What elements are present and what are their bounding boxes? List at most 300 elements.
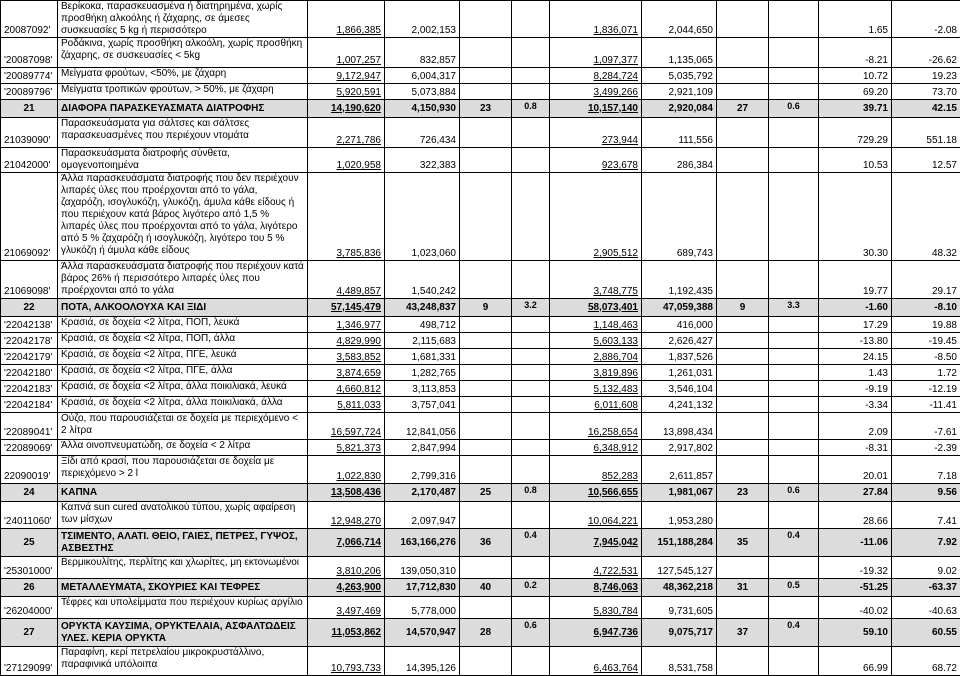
share-1-cell: [512, 597, 550, 619]
product-row: [1, 118, 960, 148]
share-1-cell: [512, 440, 550, 456]
share-1-cell: 0.4: [512, 529, 550, 557]
product-code-cell: 21069092': [1, 173, 58, 261]
rank-1-cell: 9: [460, 299, 512, 317]
description-cell: Κρασιά, σε δοχεία <2 λίτρα, ΠΟΠ, λευκά: [58, 317, 308, 333]
description-cell: Κρασιά, σε δοχεία <2 λίτρα, ΠΓΕ, άλλα: [58, 365, 308, 381]
change-1-cell: -8.31: [819, 440, 892, 456]
value-2-cell: 139,050,310: [385, 557, 460, 579]
value-2-cell: 2,002,153: [385, 1, 460, 38]
share-2-cell: [769, 440, 819, 456]
description-cell: Παρασκευάσματα για σάλτσες και σάλτσες παρασκευασμένες που περιέχουν ντομάτα: [58, 118, 308, 148]
product-code-cell: '22042180': [1, 365, 58, 381]
change-1-cell: 10.53: [819, 148, 892, 173]
product-code-cell: '20089796': [1, 84, 58, 100]
change-2-cell: 1.72: [892, 365, 960, 381]
product-code-cell: 21: [1, 100, 58, 118]
product-code-cell: '20087098': [1, 38, 58, 68]
change-2-cell: 9.56: [892, 484, 960, 502]
rank-2-cell: [717, 1, 769, 38]
share-1-cell: 0.2: [512, 579, 550, 597]
value-1-cell: 1,007,257: [308, 38, 385, 68]
value-2-cell: 3,757,041: [385, 397, 460, 413]
change-1-cell: 39.71: [819, 100, 892, 118]
value-2-cell: 1,023,060: [385, 173, 460, 261]
value-4-cell: 9,075,717: [642, 619, 717, 647]
rank-1-cell: [460, 68, 512, 84]
value-3-cell: 5,132,483: [550, 381, 642, 397]
rank-2-cell: 37: [717, 619, 769, 647]
value-3-cell: 2,905,512: [550, 173, 642, 261]
value-1-cell: 4,263,900: [308, 579, 385, 597]
description-cell: Βερμικουλίτης, περλίτης και χλωρίτες, μη εκτονωμένοι: [58, 557, 308, 579]
description-cell: Ούζο, που παρουσιάζεται σε δοχεία με περιεχόμενο < 2 λίτρα: [58, 413, 308, 440]
value-4-cell: 2,921,109: [642, 84, 717, 100]
change-2-cell: 68.72: [892, 647, 960, 676]
description-cell: Άλλα παρασκευάσματα διατροφής που περιέχουν κατά βάρος 26% ή περισσότερο λιπαρές ύλες που προέρχονται από το γάλα: [58, 261, 308, 299]
share-2-cell: [769, 84, 819, 100]
share-2-cell: [769, 173, 819, 261]
value-1-cell: 14,190,620: [308, 100, 385, 118]
value-2-cell: 2,115,683: [385, 333, 460, 349]
share-1-cell: [512, 84, 550, 100]
value-1-cell: 5,920,591: [308, 84, 385, 100]
share-1-cell: [512, 502, 550, 529]
product-code-cell: 27: [1, 619, 58, 647]
value-4-cell: 3,546,104: [642, 381, 717, 397]
share-1-cell: [512, 349, 550, 365]
value-1-cell: 11,053,862: [308, 619, 385, 647]
rank-1-cell: [460, 413, 512, 440]
value-4-cell: 1,837,526: [642, 349, 717, 365]
change-2-cell: -12.19: [892, 381, 960, 397]
value-3-cell: 3,748,775: [550, 261, 642, 299]
change-2-cell: -19.45: [892, 333, 960, 349]
change-1-cell: 20.01: [819, 456, 892, 484]
description-cell: ΤΣΙΜΕΝΤΟ, ΑΛΑΤΙ. ΘΕΙΟ, ΓΑΙΕΣ, ΠΕΤΡΕΣ, ΓΥΨΟΣ, ΑΣΒΕΣΤΗΣ: [58, 529, 308, 557]
share-2-cell: 3.3: [769, 299, 819, 317]
share-1-cell: [512, 413, 550, 440]
product-code-cell: '22042138': [1, 317, 58, 333]
change-2-cell: -11.41: [892, 397, 960, 413]
value-1-cell: 1,346,977: [308, 317, 385, 333]
change-1-cell: -19.32: [819, 557, 892, 579]
rank-2-cell: [717, 317, 769, 333]
change-2-cell: 29.17: [892, 261, 960, 299]
product-row: [1, 413, 960, 440]
share-1-cell: [512, 173, 550, 261]
value-3-cell: 10,157,140: [550, 100, 642, 118]
change-2-cell: 9.02: [892, 557, 960, 579]
value-2-cell: 726,434: [385, 118, 460, 148]
description-cell: Παραφίνη, κερί πετρελαίου μικροκρυστάλλινο, παραφινικά υπόλοιπα: [58, 647, 308, 676]
value-3-cell: 4,722,531: [550, 557, 642, 579]
value-2-cell: 5,073,884: [385, 84, 460, 100]
value-2-cell: 832,857: [385, 38, 460, 68]
change-1-cell: -11.06: [819, 529, 892, 557]
description-cell: Άλλα οινοπνευματώδη, σε δοχεία < 2 λίτρα: [58, 440, 308, 456]
value-3-cell: 6,011,608: [550, 397, 642, 413]
value-3-cell: 10,566,655: [550, 484, 642, 502]
rank-1-cell: [460, 365, 512, 381]
value-3-cell: 923,678: [550, 148, 642, 173]
value-3-cell: 1,148,463: [550, 317, 642, 333]
product-row: [1, 68, 960, 84]
rank-2-cell: 31: [717, 579, 769, 597]
value-2-cell: 3,113,853: [385, 381, 460, 397]
description-cell: Καπνά sun cured ανατολικού τύπου, χωρίς αφαίρεση των μίσχων: [58, 502, 308, 529]
value-1-cell: 13,508,436: [308, 484, 385, 502]
change-2-cell: -2.39: [892, 440, 960, 456]
share-2-cell: [769, 647, 819, 676]
rank-1-cell: [460, 261, 512, 299]
value-3-cell: 58,073,401: [550, 299, 642, 317]
change-1-cell: 59.10: [819, 619, 892, 647]
rank-2-cell: [717, 502, 769, 529]
value-4-cell: 2,611,857: [642, 456, 717, 484]
share-2-cell: [769, 261, 819, 299]
description-cell: Κρασιά, σε δοχεία <2 λίτρα, ΠΟΠ, άλλα: [58, 333, 308, 349]
rank-2-cell: [717, 261, 769, 299]
rank-1-cell: 40: [460, 579, 512, 597]
share-1-cell: [512, 68, 550, 84]
product-code-cell: 21069098': [1, 261, 58, 299]
value-1-cell: 3,810,206: [308, 557, 385, 579]
value-1-cell: 1,020,958: [308, 148, 385, 173]
value-4-cell: 2,920,084: [642, 100, 717, 118]
rank-2-cell: [717, 148, 769, 173]
value-4-cell: 127,545,127: [642, 557, 717, 579]
product-code-cell: '22089041': [1, 413, 58, 440]
share-1-cell: [512, 38, 550, 68]
value-1-cell: 3,497,469: [308, 597, 385, 619]
change-2-cell: 551.18: [892, 118, 960, 148]
value-4-cell: 48,362,218: [642, 579, 717, 597]
rank-2-cell: [717, 647, 769, 676]
change-1-cell: 69.20: [819, 84, 892, 100]
rank-1-cell: [460, 597, 512, 619]
share-2-cell: 0.4: [769, 529, 819, 557]
description-cell: ΚΑΠΝΑ: [58, 484, 308, 502]
share-2-cell: [769, 349, 819, 365]
rank-2-cell: [717, 597, 769, 619]
rank-1-cell: [460, 38, 512, 68]
value-4-cell: 416,000: [642, 317, 717, 333]
value-2-cell: 17,712,830: [385, 579, 460, 597]
share-1-cell: [512, 333, 550, 349]
product-code-cell: 25: [1, 529, 58, 557]
value-4-cell: 1,953,280: [642, 502, 717, 529]
rank-2-cell: 35: [717, 529, 769, 557]
section-row: [1, 529, 960, 557]
share-1-cell: [512, 118, 550, 148]
value-1-cell: 2,271,786: [308, 118, 385, 148]
value-3-cell: 273,944: [550, 118, 642, 148]
product-code-cell: 20087092': [1, 1, 58, 38]
value-1-cell: 5,811,033: [308, 397, 385, 413]
change-2-cell: 7.41: [892, 502, 960, 529]
product-row: [1, 365, 960, 381]
value-1-cell: 7,066,714: [308, 529, 385, 557]
value-3-cell: 6,463,764: [550, 647, 642, 676]
rank-2-cell: [717, 413, 769, 440]
value-2-cell: 2,097,947: [385, 502, 460, 529]
change-2-cell: -40.63: [892, 597, 960, 619]
rank-2-cell: [717, 118, 769, 148]
change-1-cell: 24.15: [819, 349, 892, 365]
change-2-cell: 7.92: [892, 529, 960, 557]
rank-2-cell: [717, 365, 769, 381]
change-2-cell: 60.55: [892, 619, 960, 647]
share-2-cell: [769, 68, 819, 84]
value-2-cell: 2,799,316: [385, 456, 460, 484]
value-2-cell: 12,841,056: [385, 413, 460, 440]
change-1-cell: 66.99: [819, 647, 892, 676]
value-3-cell: 7,945,042: [550, 529, 642, 557]
rank-1-cell: 23: [460, 100, 512, 118]
change-2-cell: -7.61: [892, 413, 960, 440]
value-3-cell: 8,284,724: [550, 68, 642, 84]
product-code-cell: 21042000': [1, 148, 58, 173]
product-code-cell: '27129099': [1, 647, 58, 676]
share-2-cell: [769, 502, 819, 529]
product-row: [1, 456, 960, 484]
value-2-cell: 43,248,837: [385, 299, 460, 317]
change-1-cell: 1.43: [819, 365, 892, 381]
product-row: [1, 1, 960, 38]
value-3-cell: 852,283: [550, 456, 642, 484]
value-2-cell: 2,170,487: [385, 484, 460, 502]
value-4-cell: 9,731,605: [642, 597, 717, 619]
change-1-cell: -1.60: [819, 299, 892, 317]
product-row: [1, 84, 960, 100]
rank-1-cell: [460, 118, 512, 148]
value-2-cell: 498,712: [385, 317, 460, 333]
rank-1-cell: [460, 440, 512, 456]
product-row: [1, 597, 960, 619]
value-4-cell: 13,898,434: [642, 413, 717, 440]
product-code-cell: '22089069': [1, 440, 58, 456]
share-1-cell: [512, 557, 550, 579]
value-3-cell: 1,097,377: [550, 38, 642, 68]
rank-1-cell: [460, 148, 512, 173]
share-1-cell: 3.2: [512, 299, 550, 317]
share-1-cell: [512, 397, 550, 413]
share-2-cell: [769, 118, 819, 148]
share-2-cell: 0.6: [769, 100, 819, 118]
rank-1-cell: [460, 1, 512, 38]
value-3-cell: 16,258,654: [550, 413, 642, 440]
value-1-cell: 10,793,733: [308, 647, 385, 676]
change-1-cell: -3.34: [819, 397, 892, 413]
description-cell: Κρασιά, σε δοχεία <2 λίτρα, άλλα ποικιλιακά, άλλα: [58, 397, 308, 413]
value-2-cell: 322,383: [385, 148, 460, 173]
share-1-cell: 0.6: [512, 619, 550, 647]
change-2-cell: -26.62: [892, 38, 960, 68]
rank-2-cell: [717, 333, 769, 349]
product-code-cell: '22042178': [1, 333, 58, 349]
description-cell: Κρασιά, σε δοχεία <2 λίτρα, ΠΓΕ, λευκά: [58, 349, 308, 365]
change-2-cell: 19.23: [892, 68, 960, 84]
product-row: [1, 317, 960, 333]
rank-2-cell: 27: [717, 100, 769, 118]
value-3-cell: 5,830,784: [550, 597, 642, 619]
share-2-cell: 0.5: [769, 579, 819, 597]
value-3-cell: 6,947,736: [550, 619, 642, 647]
product-row: [1, 502, 960, 529]
rank-1-cell: [460, 456, 512, 484]
description-cell: Μείγματα φρούτων, <50%, με ζάχαρη: [58, 68, 308, 84]
rank-2-cell: [717, 68, 769, 84]
share-1-cell: [512, 317, 550, 333]
rank-2-cell: 23: [717, 484, 769, 502]
rank-1-cell: [460, 173, 512, 261]
product-row: [1, 440, 960, 456]
value-4-cell: 689,743: [642, 173, 717, 261]
product-code-cell: 24: [1, 484, 58, 502]
description-cell: ΜΕΤΑΛΛΕΥΜΑΤΑ, ΣΚΟΥΡΙΕΣ ΚΑΙ ΤΕΦΡΕΣ: [58, 579, 308, 597]
description-cell: Τέφρες και υπολείμματα που περιέχουν κυρίως αργίλιο: [58, 597, 308, 619]
value-2-cell: 4,150,930: [385, 100, 460, 118]
value-1-cell: 1,866,385: [308, 1, 385, 38]
share-2-cell: [769, 333, 819, 349]
value-4-cell: 1,261,031: [642, 365, 717, 381]
value-4-cell: 5,035,792: [642, 68, 717, 84]
change-1-cell: 2.09: [819, 413, 892, 440]
share-2-cell: [769, 597, 819, 619]
value-4-cell: 8,531,758: [642, 647, 717, 676]
share-1-cell: 0.8: [512, 100, 550, 118]
rank-2-cell: [717, 557, 769, 579]
rank-1-cell: [460, 317, 512, 333]
product-row: [1, 557, 960, 579]
product-code-cell: '22042184': [1, 397, 58, 413]
change-2-cell: 42.15: [892, 100, 960, 118]
product-code-cell: '24011060': [1, 502, 58, 529]
change-1-cell: -40.02: [819, 597, 892, 619]
product-row: [1, 397, 960, 413]
value-1-cell: 9,172,947: [308, 68, 385, 84]
value-1-cell: 3,583,852: [308, 349, 385, 365]
value-4-cell: 2,626,427: [642, 333, 717, 349]
change-1-cell: 1.65: [819, 1, 892, 38]
change-2-cell: -63.37: [892, 579, 960, 597]
value-3-cell: 6,348,912: [550, 440, 642, 456]
product-row: [1, 647, 960, 676]
share-1-cell: [512, 381, 550, 397]
value-2-cell: 163,166,276: [385, 529, 460, 557]
rank-2-cell: [717, 456, 769, 484]
description-cell: Άλλα παρασκευάσματα διατροφής που δεν περιέχουν λιπαρές ύλες που προέρχονται από το γάλα, ζαχαρόζη, ισογλυκόζη, γλυκόζη, άμυλα κάθε είδους ή που περιέχουν κατά βάρος λιγότερο από 1,5 % λιπαρές ύλες που προέρχονται από το γάλα, λιγότερο από 5 % ζαχαρόζη ή ισογλυκόζη, λιγότερο του 5 % γλυκόζη ή άμυλα κάθε είδους: [58, 173, 308, 261]
change-1-cell: 19.77: [819, 261, 892, 299]
rank-1-cell: [460, 647, 512, 676]
value-2-cell: 1,540,242: [385, 261, 460, 299]
value-3-cell: 8,746,063: [550, 579, 642, 597]
rank-1-cell: [460, 397, 512, 413]
value-4-cell: 111,556: [642, 118, 717, 148]
share-1-cell: 0.8: [512, 484, 550, 502]
product-code-cell: '25301000': [1, 557, 58, 579]
share-2-cell: [769, 317, 819, 333]
product-row: [1, 381, 960, 397]
product-row: [1, 38, 960, 68]
value-4-cell: 1,981,067: [642, 484, 717, 502]
value-1-cell: 12,948,270: [308, 502, 385, 529]
product-row: [1, 148, 960, 173]
value-1-cell: 16,597,724: [308, 413, 385, 440]
rank-1-cell: [460, 84, 512, 100]
value-4-cell: 2,044,650: [642, 1, 717, 38]
value-4-cell: 151,188,284: [642, 529, 717, 557]
description-cell: ΠΟΤΑ, ΑΛΚΟΟΛΟΥΧΑ ΚΑΙ ΞΙΔΙ: [58, 299, 308, 317]
share-2-cell: [769, 38, 819, 68]
value-2-cell: 14,395,126: [385, 647, 460, 676]
value-3-cell: 3,499,266: [550, 84, 642, 100]
section-row: [1, 619, 960, 647]
rank-2-cell: [717, 84, 769, 100]
share-2-cell: [769, 413, 819, 440]
description-cell: Βερίκοκα, παρασκευασμένα ή διατηρημένα, χωρίς προσθήκη αλκοόλης ή ζάχαρης, σε άμεσες συσκευασίες 5 kg ή περισσότερο: [58, 1, 308, 38]
share-1-cell: [512, 647, 550, 676]
change-1-cell: 17.29: [819, 317, 892, 333]
value-3-cell: 5,603,133: [550, 333, 642, 349]
description-cell: Μείγματα τροπικών φρούτων, > 50%, με ζάχαρη: [58, 84, 308, 100]
change-2-cell: 19.88: [892, 317, 960, 333]
value-1-cell: 4,829,990: [308, 333, 385, 349]
rank-1-cell: [460, 349, 512, 365]
value-1-cell: 4,660,812: [308, 381, 385, 397]
section-row: [1, 484, 960, 502]
value-1-cell: 3,874,659: [308, 365, 385, 381]
value-4-cell: 47,059,388: [642, 299, 717, 317]
share-2-cell: [769, 148, 819, 173]
value-2-cell: 14,570,947: [385, 619, 460, 647]
value-3-cell: 1,836,071: [550, 1, 642, 38]
rank-2-cell: [717, 381, 769, 397]
share-1-cell: [512, 261, 550, 299]
product-code-cell: 22: [1, 299, 58, 317]
share-2-cell: 0.4: [769, 619, 819, 647]
share-2-cell: [769, 365, 819, 381]
share-1-cell: [512, 365, 550, 381]
rank-1-cell: [460, 502, 512, 529]
rank-1-cell: [460, 381, 512, 397]
value-4-cell: 1,192,435: [642, 261, 717, 299]
value-4-cell: 1,135,065: [642, 38, 717, 68]
rank-1-cell: 36: [460, 529, 512, 557]
value-4-cell: 2,917,802: [642, 440, 717, 456]
change-2-cell: 12.57: [892, 148, 960, 173]
share-2-cell: [769, 397, 819, 413]
value-4-cell: 286,384: [642, 148, 717, 173]
change-2-cell: -8.10: [892, 299, 960, 317]
change-2-cell: 7.18: [892, 456, 960, 484]
share-2-cell: [769, 456, 819, 484]
description-cell: ΟΡΥΚΤΑ ΚΑΥΣΙΜΑ, ΟΡΥΚΤΕΛΑΙΑ, ΑΣΦΑΛΤΩΔΕΙΣ ΥΛΕΣ. ΚΕΡΙΑ ΟΡΥΚΤΑ: [58, 619, 308, 647]
rank-1-cell: 28: [460, 619, 512, 647]
value-2-cell: 6,004,317: [385, 68, 460, 84]
product-row: [1, 333, 960, 349]
product-code-cell: '22042183': [1, 381, 58, 397]
description-cell: Παρασκευάσματα διατροφής σύνθετα, ομογενοποιημένα: [58, 148, 308, 173]
change-2-cell: 48.32: [892, 173, 960, 261]
rank-2-cell: [717, 397, 769, 413]
change-1-cell: 28.66: [819, 502, 892, 529]
change-2-cell: -8.50: [892, 349, 960, 365]
value-1-cell: 5,821,373: [308, 440, 385, 456]
value-1-cell: 3,785,836: [308, 173, 385, 261]
change-2-cell: -2.08: [892, 1, 960, 38]
